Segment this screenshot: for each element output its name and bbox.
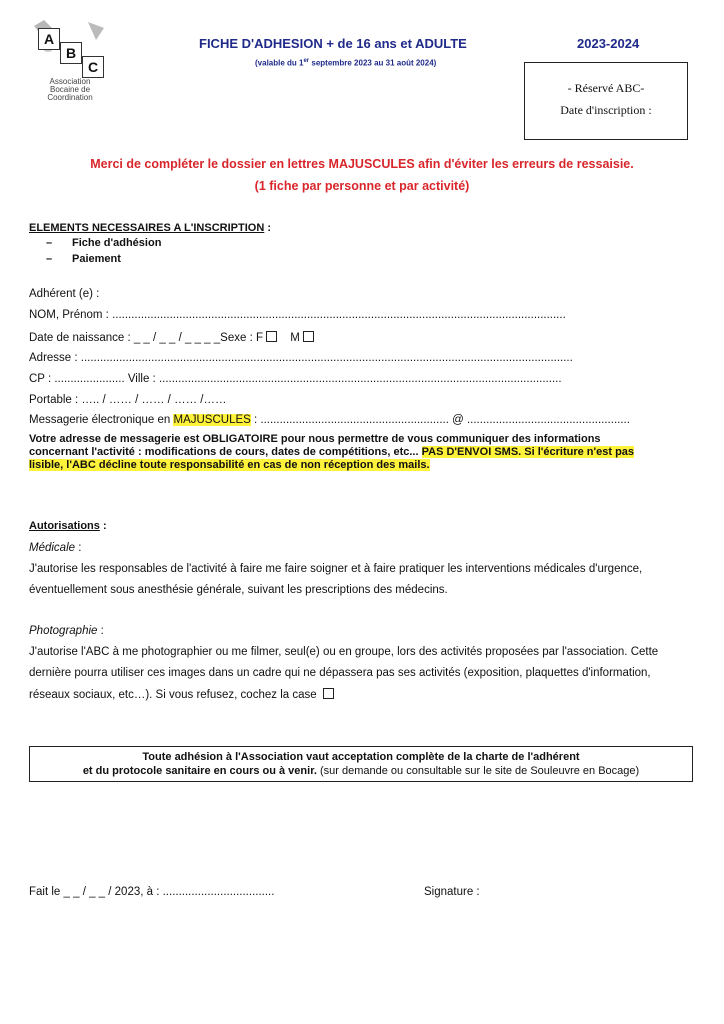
medical-title-colon: :: [75, 542, 82, 554]
validity-suffix: septembre 2023 au 31 août 2024): [309, 58, 437, 68]
required-item-label: Paiement: [72, 253, 121, 265]
sex-m-checkbox[interactable]: [303, 331, 314, 342]
photo-text-line3: [29, 688, 334, 701]
sex-label: Sexe : F: [220, 332, 263, 344]
email-label-prefix: Messagerie électronique en: [29, 414, 174, 426]
email-note-line3: [29, 459, 634, 472]
email-note-text: concernant l'activité : modifications de cours, dates de compétitions, etc...: [29, 446, 422, 458]
abc-logo: [30, 18, 112, 102]
birthdate-field[interactable]: Date de naissance : _ _ / _ _ / _ _ _ _: [29, 332, 221, 344]
form-title: FICHE D'ADHESION + de 16 ans et ADULTE: [199, 36, 467, 51]
logo-letter-a: A: [38, 28, 60, 50]
required-item: [46, 253, 121, 265]
photo-title-colon: :: [97, 625, 104, 637]
birthdate-sex-row: [29, 331, 314, 344]
email-required-note: [29, 433, 634, 472]
adherent-label: Adhérent (e) :: [29, 288, 100, 300]
responsibility-highlight: lisible, l'ABC décline toute responsabilité en cas de non réception des mails.: [29, 459, 430, 471]
address-field[interactable]: Adresse : ..........................................................................................................................................................: [29, 352, 573, 364]
photo-title-text: Photographie: [29, 625, 98, 637]
postcode-city-field[interactable]: CP : ...................... Ville : ..............................................................................................................................: [29, 373, 562, 385]
photo-text-line1: J'autorise l'ABC à me photographier ou me filmer, seul(e) ou en groupe, lors des activités proposées par l'association. Cette: [29, 646, 659, 658]
charter-line1: Toute adhésion à l'Association vaut acceptation complète de la charte de l'adhérent: [142, 751, 580, 763]
mobile-field[interactable]: Portable : ….. / …… / …… / …… /……: [29, 394, 227, 406]
sex-m-label: M: [290, 332, 300, 344]
validity-prefix: (valable du 1: [255, 58, 304, 68]
medical-title-text: Médicale: [29, 542, 76, 554]
validity-period: [255, 58, 436, 68]
email-note-line2: [29, 446, 634, 459]
no-sms-highlight: PAS D'ENVOI SMS. Si l'écriture n'est pas: [421, 446, 635, 458]
dash-bullet-icon: –: [46, 253, 53, 265]
one-form-notice: (1 fiche par personne et par activité): [254, 179, 470, 193]
medical-text-line1: J'autorise les responsables de l'activité à faire me faire soigner et à faire pratiquer les interventions médicales d'urgence,: [29, 563, 643, 575]
photo-text-line2: dernière pourra utiliser ces images dans un cadre qui ne dépassera pas ses activités (exposition, plaquettes d'information,: [29, 667, 651, 679]
charter-line2-normal: (sur demande ou consultable sur le site de Souleuvre en Bocage): [316, 765, 640, 777]
charter-line2: [30, 764, 692, 778]
signature-label: Signature :: [424, 886, 480, 898]
uppercase-highlight: MAJUSCULES: [173, 414, 251, 426]
registration-date-label: Date d'inscription :: [560, 103, 652, 117]
reserved-box: [524, 62, 688, 140]
logo-letter-b: B: [60, 42, 82, 64]
photo-refuse-checkbox[interactable]: [323, 688, 334, 699]
authorizations-heading-text: Autorisations: [29, 520, 100, 532]
medical-title: [29, 542, 81, 554]
authorizations-heading: [29, 520, 107, 532]
required-item: [46, 237, 161, 249]
reserved-label: - Réservé ABC-: [567, 81, 645, 95]
validity-sup: er: [303, 58, 310, 64]
uppercase-notice: Merci de compléter le dossier en lettres MAJUSCULES afin d'éviter les erreurs de ressaisie.: [90, 157, 634, 171]
date-place-field[interactable]: Fait le _ _ / _ _ / 2023, à : ...................................: [29, 886, 275, 898]
photo-refuse-label: réseaux sociaux, etc…). Si vous refusez, cochez la case: [29, 689, 317, 701]
email-field[interactable]: [29, 414, 630, 426]
form-year: 2023-2024: [577, 36, 640, 51]
authorizations-heading-colon: :: [99, 520, 107, 532]
required-item-label: Fiche d'adhésion: [72, 237, 162, 249]
charter-box: [29, 746, 693, 782]
sex-f-checkbox[interactable]: [266, 331, 277, 342]
logo-letter-c: C: [82, 56, 104, 78]
charter-line2-bold: et du protocole sanitaire en cours ou à venir.: [82, 765, 317, 777]
photo-title: [29, 625, 104, 637]
dash-bullet-icon: –: [46, 237, 53, 249]
email-input-dots[interactable]: : ........................................................... @ ...................................................: [250, 414, 630, 426]
logo-text: Association Bocaine de Coordination: [47, 77, 93, 102]
required-elements-heading-colon: :: [264, 222, 272, 234]
medical-text-line2: éventuellement sous anesthésie générale, suivant les prescriptions des médecins.: [29, 584, 448, 596]
name-field[interactable]: NOM, Prénom : ..............................................................................................................................................: [29, 309, 566, 321]
required-elements-heading-text: ELEMENTS NECESSAIRES A L'INSCRIPTION: [29, 222, 265, 234]
email-note-line1: Votre adresse de messagerie est OBLIGATOIRE pour nous permettre de vous communiquer des informations: [29, 433, 601, 445]
required-elements-heading: [29, 222, 271, 234]
